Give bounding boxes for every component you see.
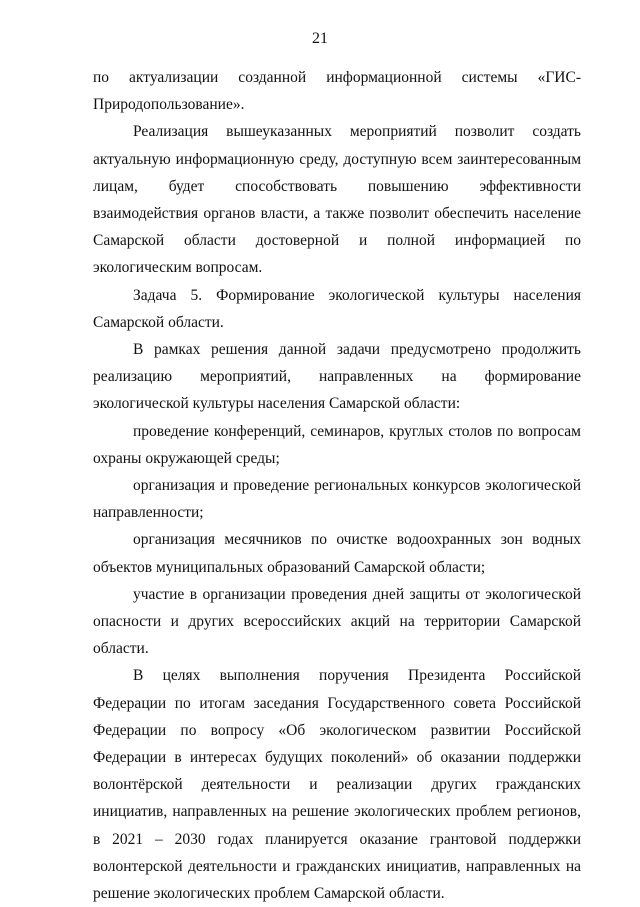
paragraph-president-instruction: В целях выполнения поручения Президента Российской Федерации по итогам заседания Государственного совета Российской Федерации по вопросу «Об экологическом развитии Российской Федерации в интересах будущих поколений» об оказании поддержки волонтёрской деятельности и реализации других гражданских инициатив, направленных на решение экологических проблем регионов, в 2021 – 2030 годах планируется оказание грантовой поддержки волонтерской деятельности и гражданских инициатив, направленных на решение экологических проблем Самарской области.: [93, 667, 581, 903]
paragraph-task-5-intro: В рамках решения данной задачи предусмотрено продолжить реализацию мероприятий, направленных на формирование экологической культуры населения Самарской области:: [93, 341, 581, 413]
list-item-protection-days: участие в организации проведения дней защиты от экологической опасности и других всероссийских акций на территории Самарской области.: [93, 585, 581, 658]
paragraph-implementation-result: Реализация вышеуказанных мероприятий позволит создать актуальную информационную среду, доступную всем заинтересованным лицам, будет способствовать повышению эффективности взаимодействия органов власти, а также позволит обеспечить население Самарской области достоверной и полной информацией по экологическим вопросам.: [93, 123, 581, 277]
list-item-cleanup-months: организация месячников по очистке водоохранных зон водных объектов муниципальных образований Самарской области;: [93, 531, 581, 576]
page-number: 21: [312, 30, 328, 47]
list-item-contests: организация и проведение региональных конкурсов экологической направленности;: [93, 477, 581, 522]
paragraph-task-5-heading: Задача 5. Формирование экологической культуры населения Самарской области.: [93, 286, 581, 331]
list-item-conferences: проведение конференций, семинаров, круглых столов по вопросам охраны окружающей среды;: [93, 422, 581, 467]
paragraph-continuation: по актуализации созданной информационной системы «ГИС-Природопользование».: [93, 69, 581, 114]
document-body: [93, 64, 581, 907]
